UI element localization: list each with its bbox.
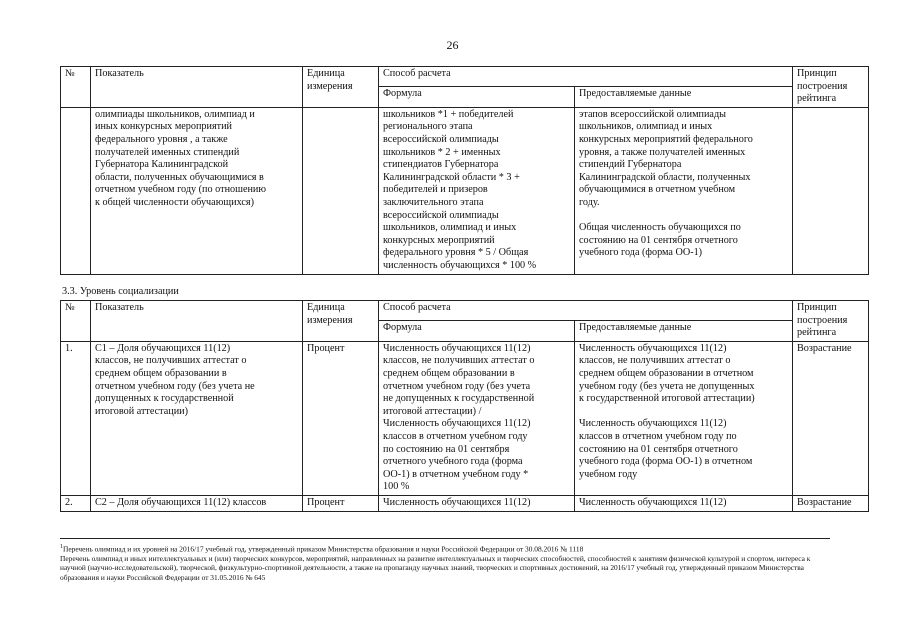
page-number: 26 xyxy=(446,38,459,52)
header-unit: Единица измерения xyxy=(303,301,379,342)
cell-no: 1. xyxy=(61,341,91,495)
cell-unit: Процент xyxy=(303,495,379,511)
table-header-row xyxy=(61,301,869,321)
footnote-marker: 1 xyxy=(60,544,63,550)
footnote-1 xyxy=(60,543,830,554)
header-indicator: Показатель xyxy=(91,301,303,342)
indicators-table-continued xyxy=(60,66,869,275)
cell-no: 2. xyxy=(61,495,91,511)
table-row xyxy=(61,495,869,511)
cell-indicator: С1 – Доля обучающихся 11(12) классов, не получивших аттестат о среднем общем образовании в отчетном учебном году (без учета не допущенных к государственной итоговой аттестации) xyxy=(91,341,303,495)
cell-formula: Численность обучающихся 11(12) классов, не получивших аттестат о среднем общем образовании в отчетном учебном году (без учета не допущенных к государственной итоговой аттестации) / Численность обучающихся 11(12) классов в отчетном учебном году по состоянию на 01 сентября отчетного учебного года (форма ОО-1) в отчетном учебном году * 100 % xyxy=(379,341,575,495)
cell-indicator: олимпиады школьников, олимпиад и иных конкурсных мероприятий федерального уровня , а также получателей именных стипендий Губернатора Калининградской области, полученных обучающимися в отчетном учебном году (по отношению к общей численности обучающихся) xyxy=(91,107,303,274)
header-formula: Формула xyxy=(379,87,575,107)
cell-formula: школьников *1 + победителей регионального этапа всероссийской олимпиады школьников * 2 + именных стипендиатов Губернатора Калининградской области * 3 + победителей и призеров заключительного этапа всероссийской олимпиады школьников, олимпиад и иных конкурсных мероприятий федерального уровня * 5 / Общая численность обучающихся * 100 % xyxy=(379,107,575,274)
header-method: Способ расчета xyxy=(379,67,793,87)
header-unit: Единица измерения xyxy=(303,67,379,108)
header-formula: Формула xyxy=(379,321,575,341)
cell-principle xyxy=(793,107,869,274)
header-principle: Принцип построения рейтинга xyxy=(793,301,869,342)
table-row xyxy=(61,107,869,274)
cell-data: Численность обучающихся 11(12) классов, не получивших аттестат о среднем общем образовании в отчетном учебном году (без учета не допущенных к государственной итоговой аттестации) Численность обучающихся 11(12) классов в отчетном учебном году по состоянию на 01 сентября отчетного учебного года (форма ОО-1) в отчетном учебном году xyxy=(575,341,793,495)
section-heading: 3.3. Уровень социализации xyxy=(62,286,179,297)
cell-unit: Процент xyxy=(303,341,379,495)
cell-no xyxy=(61,107,91,274)
cell-unit xyxy=(303,107,379,274)
socialization-table xyxy=(60,300,869,512)
cell-principle: Возрастание xyxy=(793,341,869,495)
header-data: Предоставляемые данные xyxy=(575,87,793,107)
header-principle: Принцип построения рейтинга xyxy=(793,67,869,108)
cell-principle: Возрастание xyxy=(793,495,869,511)
cell-indicator: С2 – Доля обучающихся 11(12) классов xyxy=(91,495,303,511)
cell-formula: Численность обучающихся 11(12) xyxy=(379,495,575,511)
header-no: № xyxy=(61,301,91,342)
header-no: № xyxy=(61,67,91,108)
footnote-text-1: Перечень олимпиад и их уровней на 2016/17 учебный год, утвержденный приказом Министерства образования и науки Российской Федерации от 30.08.2016 № 1118 xyxy=(63,544,584,554)
cell-data: Численность обучающихся 11(12) xyxy=(575,495,793,511)
header-indicator: Показатель xyxy=(91,67,303,108)
table-row xyxy=(61,341,869,495)
header-method: Способ расчета xyxy=(379,301,793,321)
footnote-2: Перечень олимпиад и иных интеллектуальных и (или) творческих конкурсов, мероприятий, направленных на развитие интеллектуальных и творческих способностей, способностей к занятиям физической культурой и спортом, интереса к научной (научно-исследовательской), творческой, физкультурно-спортивной деятельности, а также на пропаганду научных знаний, творческих и спортивных достижений, на 2016/17 учебный год, утвержденный приказом Министерства образования и науки Российской Федерации от 31.05.2016 № 645 xyxy=(60,553,811,582)
cell-data: этапов всероссийской олимпиады школьников, олимпиад и иных конкурсных мероприятий федерального уровня, а также получателей именных стипендий Губернатора Калининградской области, полученных обучающимися в отчетном учебном году. Общая численность обучающихся по состоянию на 01 сентября отчетного учебного года (форма ОО-1) xyxy=(575,107,793,274)
header-data: Предоставляемые данные xyxy=(575,321,793,341)
table-header-row xyxy=(61,67,869,87)
footnotes xyxy=(60,538,830,582)
